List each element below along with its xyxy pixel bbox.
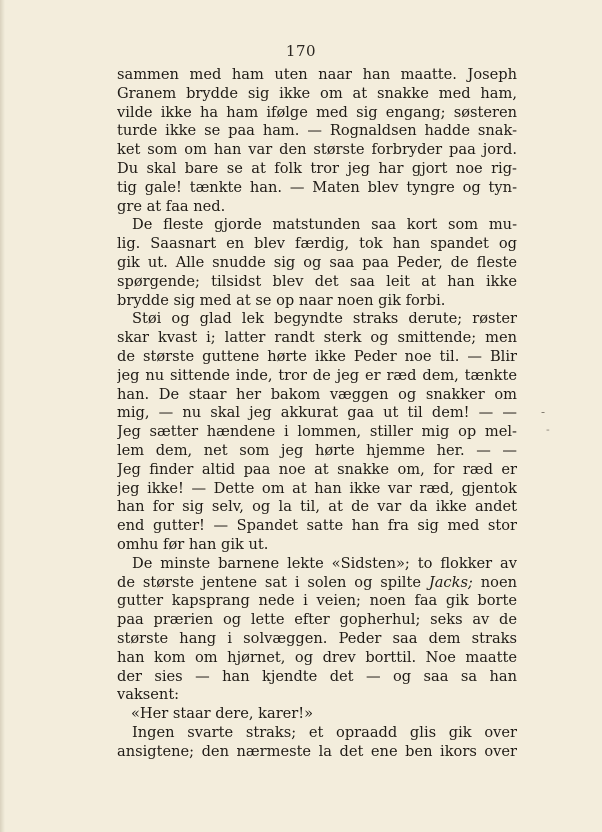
text-line: vaksent:	[117, 686, 180, 704]
margin-mark: -	[541, 405, 546, 419]
text-line: han kom om hjørnet, og drev borttil. Noe maatte	[117, 648, 517, 666]
text-line: De minste barnene lekte «Sidsten»; to flokker av	[132, 554, 517, 572]
text-line: vilde ikke ha ham ifølge med sig engang; søsteren	[117, 103, 517, 121]
text-line: gre at faa ned.	[117, 197, 226, 215]
text-line: jeg ikke! — Dette om at han ikke var ræd, gjentok	[117, 479, 517, 497]
text-line: «Her staar dere, karer!»	[131, 705, 314, 723]
text-line: han. De staar her bakom væggen og snakker om	[117, 385, 517, 403]
text-line: skar kvast i; latter randt sterk og smittende; men	[117, 329, 517, 347]
text-line: de største jentene sat i solen og spilte Jacks; noen	[117, 573, 517, 591]
italic-word: Jacks;	[428, 573, 473, 591]
text-line: han for sig selv, og la til, at de var da ikke andet	[117, 498, 517, 516]
text-line: brydde sig med at se op naar noen gik forbi.	[117, 291, 446, 309]
text-line: lig. Saasnart en blev færdig, tok han spandet og	[117, 235, 517, 253]
text-line: end gutter! — Spandet satte han fra sig med stor	[117, 517, 517, 535]
text-line: ansigtene; den nærmeste la det ene ben ikors over	[117, 742, 517, 760]
text-line: mig, — nu skal jeg akkurat gaa ut til dem! — —	[117, 404, 517, 422]
text-line: spørgende; tilsidst blev det saa leit at han ikke	[117, 272, 517, 290]
text-line: Du skal bare se at folk tror jeg har gjort noe rig-	[117, 159, 517, 177]
text-line: lem dem, net som jeg hørte hjemme her. — —	[117, 441, 517, 459]
text-line: turde ikke se paa ham. — Rognaldsen hadde snak-	[117, 122, 517, 140]
text-line: Ingen svarte straks; et opraadd glis gik over	[132, 723, 517, 741]
text-line: De fleste gjorde matstunden saa kort som mu-	[132, 216, 517, 234]
page-edge-shadow	[0, 0, 5, 832]
text-line: gik ut. Alle snudde sig og saa paa Peder, de fleste	[117, 253, 517, 271]
text-line: paa prærien og lette efter gopherhul; seks av de	[117, 611, 517, 629]
text-line: Jeg finder altid paa noe at snakke om, for ræd er	[117, 460, 517, 478]
page-number: 170	[285, 42, 317, 60]
text-line: største hang i solvæggen. Peder saa dem straks	[117, 629, 517, 647]
text-line: jeg nu sittende inde, tror de jeg er ræd dem, tænkte	[117, 366, 517, 384]
text-line: Jeg sætter hændene i lommen, stiller mig op mel-	[117, 423, 517, 441]
text-line: sammen med ham uten naar han maatte. Joseph	[117, 66, 517, 83]
text-line: Granem brydde sig ikke om at snakke med ham,	[117, 84, 517, 102]
text-line: de største guttene hørte ikke Peder noe til. — Blir	[117, 347, 517, 365]
text-line: ket som om han var den største forbryder paa jord.	[117, 141, 517, 159]
text-line: der sies — han kjendte det — og saa sa han	[117, 667, 517, 685]
margin-mark: -	[546, 423, 550, 436]
text-line: tig gale! tænkte han. — Maten blev tyngre og tyn-	[117, 178, 517, 196]
body-text	[117, 66, 517, 761]
text-line: Støi og glad lek begyndte straks derute; røster	[132, 310, 517, 328]
text-line: gutter kapsprang nede i veien; noen faa gik borte	[117, 592, 517, 610]
text-line: omhu før han gik ut.	[117, 535, 269, 553]
